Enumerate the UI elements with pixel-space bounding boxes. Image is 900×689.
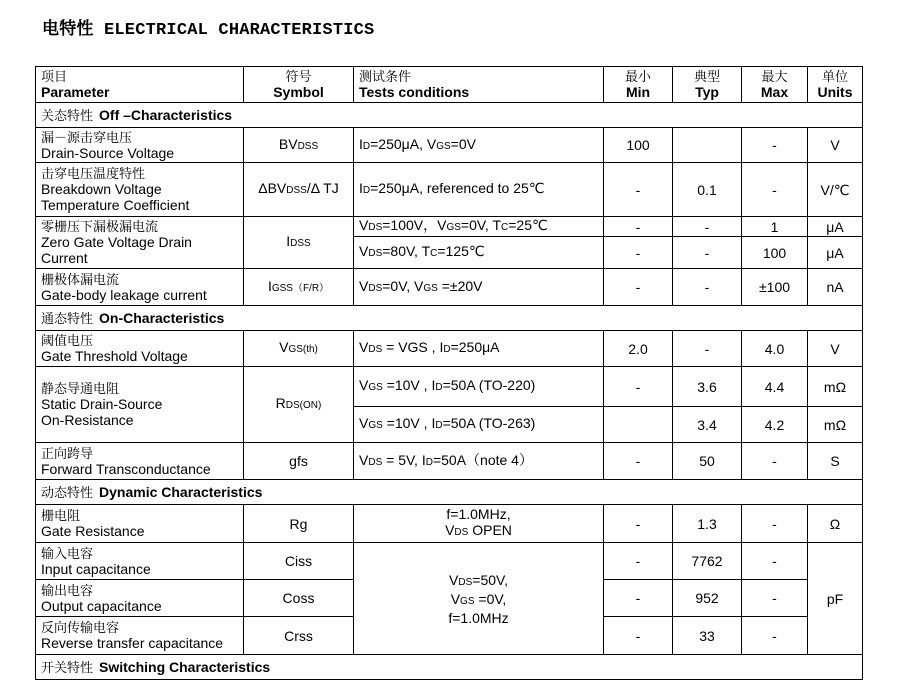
min-cell: - <box>604 269 673 306</box>
max-cell: - <box>742 617 808 655</box>
header-row <box>36 67 863 103</box>
condition-cell: VGS =10V , ID=50A (TO-220) <box>354 367 604 407</box>
min-cell: - <box>604 505 673 543</box>
unit-cell: mΩ <box>808 407 863 443</box>
unit-cell: μA <box>808 237 863 269</box>
condition-cell: f=1.0MHz, VDS OPEN <box>354 505 604 543</box>
table-row <box>36 367 863 407</box>
symbol-cell: Ciss <box>244 543 354 580</box>
unit-cell: μA <box>808 217 863 237</box>
symbol-cell: ΔBVDSS/Δ TJ <box>244 163 354 217</box>
typ-cell: 952 <box>673 580 742 617</box>
header-min: 最小 Min <box>604 67 673 103</box>
max-cell: ±100 <box>742 269 808 306</box>
max-cell: 4.2 <box>742 407 808 443</box>
min-cell: - <box>604 217 673 237</box>
unit-cell: V <box>808 128 863 163</box>
table-row <box>36 269 863 306</box>
typ-cell: - <box>673 331 742 367</box>
typ-cell: 0.1 <box>673 163 742 217</box>
table-row <box>36 331 863 367</box>
table-row <box>36 443 863 480</box>
typ-cell: 3.6 <box>673 367 742 407</box>
typ-cell: 1.3 <box>673 505 742 543</box>
condition-cell: VGS =10V , ID=50A (TO-263) <box>354 407 604 443</box>
section-switching-heading: 开关特性 Switching Characteristics <box>36 655 863 680</box>
section-off-row <box>36 103 863 128</box>
param-cell: 栅电阻 Gate Resistance <box>36 505 244 543</box>
max-cell: 4.0 <box>742 331 808 367</box>
capacitance-condition-cell: VDS=50V, VGS =0V, f=1.0MHz <box>354 543 604 655</box>
max-cell: - <box>742 543 808 580</box>
param-cell: 静态导通电阻 Static Drain-Source On-Resistance <box>36 367 244 443</box>
max-cell: - <box>742 580 808 617</box>
table-row <box>36 217 863 237</box>
symbol-cell: Rg <box>244 505 354 543</box>
unit-cell: V/℃ <box>808 163 863 217</box>
page-title: 电特性 ELECTRICAL CHARACTERISTICS <box>42 21 375 40</box>
condition-cell: VDS = 5V, ID=50A（note 4） <box>354 443 604 480</box>
header-max: 最大 Max <box>742 67 808 103</box>
typ-cell: - <box>673 217 742 237</box>
typ-cell: 50 <box>673 443 742 480</box>
typ-cell <box>673 128 742 163</box>
param-cell: 阈值电压 Gate Threshold Voltage <box>36 331 244 367</box>
condition-cell: ID=250μA, referenced to 25℃ <box>354 163 604 217</box>
header-typ: 典型 Typ <box>673 67 742 103</box>
param-cell: 栅极体漏电流 Gate-body leakage current <box>36 269 244 306</box>
capacitance-unit-cell: pF <box>808 543 863 655</box>
unit-cell: S <box>808 443 863 480</box>
header-parameter: 项目 Parameter <box>36 67 244 103</box>
condition-cell: ID=250μA, VGS=0V <box>354 128 604 163</box>
typ-cell: 3.4 <box>673 407 742 443</box>
min-cell: - <box>604 443 673 480</box>
header-units: 单位 Units <box>808 67 863 103</box>
min-cell: - <box>604 617 673 655</box>
symbol-cell: IDSS <box>244 217 354 269</box>
typ-cell: 33 <box>673 617 742 655</box>
section-on-row <box>36 306 863 331</box>
typ-cell: - <box>673 237 742 269</box>
param-cell: 零栅压下漏极漏电流 Zero Gate Voltage Drain Current <box>36 217 244 269</box>
typ-cell: - <box>673 269 742 306</box>
condition-cell: VDS=80V, TC=125℃ <box>354 237 604 269</box>
max-cell: 1 <box>742 217 808 237</box>
symbol-cell: IGSS（F/R） <box>244 269 354 306</box>
section-dynamic-row <box>36 480 863 505</box>
typ-cell: 7762 <box>673 543 742 580</box>
condition-cell: VDS=0V, VGS =±20V <box>354 269 604 306</box>
unit-cell: Ω <box>808 505 863 543</box>
symbol-cell: Crss <box>244 617 354 655</box>
symbol-cell: BVDSS <box>244 128 354 163</box>
electrical-characteristics-table <box>35 66 863 680</box>
condition-cell: VDS = VGS , ID=250μA <box>354 331 604 367</box>
param-cell: 漏－源击穿电压 Drain-Source Voltage <box>36 128 244 163</box>
param-cell: 击穿电压温度特性 Breakdown Voltage Temperature Coefficient <box>36 163 244 217</box>
section-off-heading: 关态特性 Off –Characteristics <box>36 103 863 128</box>
min-cell: 2.0 <box>604 331 673 367</box>
param-cell: 输出电容 Output capacitance <box>36 580 244 617</box>
param-cell: 反向传输电容 Reverse transfer capacitance <box>36 617 244 655</box>
table-row <box>36 543 863 580</box>
unit-cell: mΩ <box>808 367 863 407</box>
unit-cell: nA <box>808 269 863 306</box>
table-row <box>36 128 863 163</box>
min-cell: - <box>604 543 673 580</box>
param-cell: 正向跨导 Forward Transconductance <box>36 443 244 480</box>
min-cell: - <box>604 163 673 217</box>
section-switching-row <box>36 655 863 680</box>
section-dynamic-heading: 动态特性 Dynamic Characteristics <box>36 480 863 505</box>
header-conditions: 测试条件 Tests conditions <box>354 67 604 103</box>
section-on-heading: 通态特性 On-Characteristics <box>36 306 863 331</box>
min-cell: - <box>604 237 673 269</box>
min-cell: 100 <box>604 128 673 163</box>
min-cell: - <box>604 580 673 617</box>
min-cell: - <box>604 367 673 407</box>
param-cell: 输入电容 Input capacitance <box>36 543 244 580</box>
max-cell: - <box>742 128 808 163</box>
max-cell: - <box>742 163 808 217</box>
max-cell: - <box>742 505 808 543</box>
header-symbol: 符号 Symbol <box>244 67 354 103</box>
min-cell <box>604 407 673 443</box>
symbol-cell: Coss <box>244 580 354 617</box>
table-row <box>36 163 863 217</box>
table-row <box>36 505 863 543</box>
max-cell: 100 <box>742 237 808 269</box>
symbol-cell: RDS(ON) <box>244 367 354 443</box>
symbol-cell: gfs <box>244 443 354 480</box>
max-cell: 4.4 <box>742 367 808 407</box>
unit-cell: V <box>808 331 863 367</box>
condition-cell: VDS=100V，VGS=0V, TC=25℃ <box>354 217 604 237</box>
symbol-cell: VGS(th) <box>244 331 354 367</box>
max-cell: - <box>742 443 808 480</box>
